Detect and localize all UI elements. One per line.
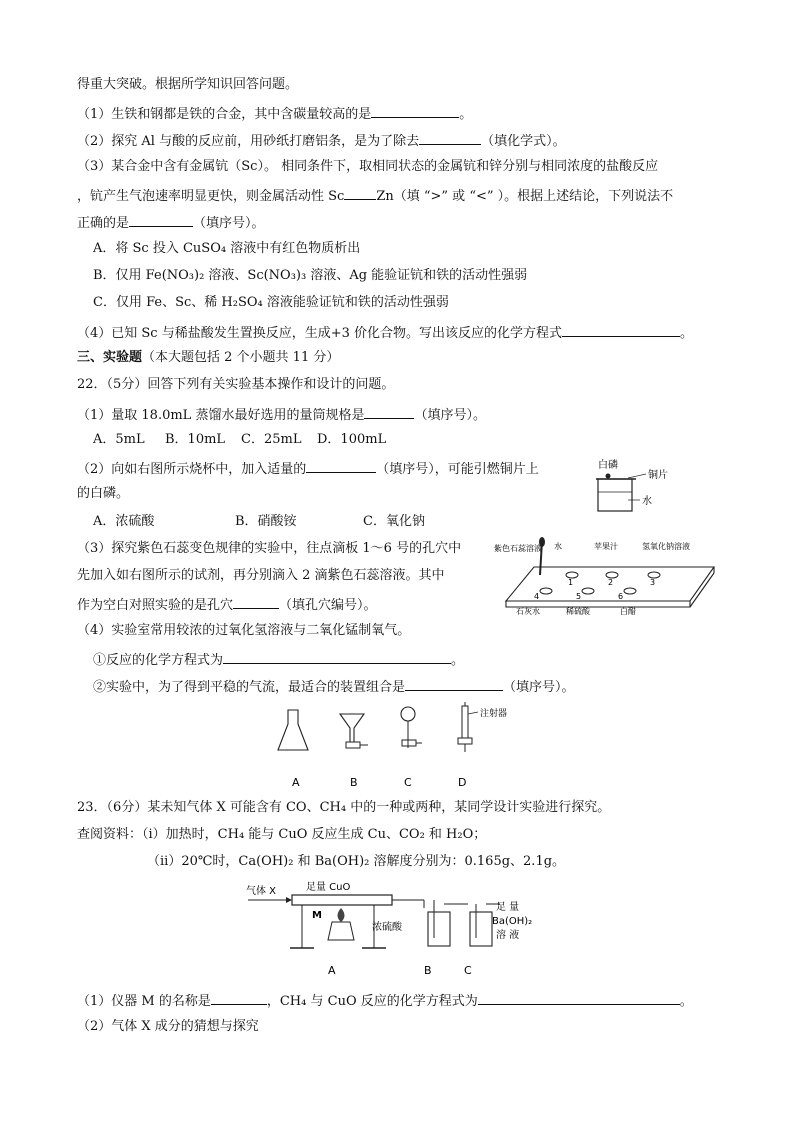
phosphorus-label: 白磷 bbox=[598, 460, 618, 471]
question-23-1: （1）仪器 M 的名称是 ，CH₄ 与 CuO 反应的化学方程式为 。 bbox=[77, 990, 693, 1011]
question-23: 23．（6分）某未知气体 X 可能含有 CO、CH₄ 中的一种或两种，某同学设计实验进行探究。 bbox=[77, 800, 611, 815]
beaker-outline bbox=[598, 479, 632, 511]
flame bbox=[338, 908, 345, 922]
bottle-b bbox=[428, 912, 450, 946]
option-label: C bbox=[404, 776, 412, 789]
hole-4 bbox=[540, 588, 552, 594]
answer-blank[interactable] bbox=[129, 212, 193, 227]
option-label: B bbox=[350, 776, 358, 789]
reagent-label: 苹果汁 bbox=[594, 542, 618, 551]
copper-pointer bbox=[628, 474, 646, 478]
question-22-1: （1）量取 18.0mL 蒸馏水最好选用的量筒规格是 （填序号）。 bbox=[77, 404, 486, 425]
question-4: （4）已知 Sc 与稀盐酸发生置换反应，生成+3 价化合物。写出该反应的化学方程式 。 bbox=[77, 322, 693, 343]
flask-a bbox=[278, 710, 308, 750]
combustion-tube bbox=[292, 895, 392, 905]
text-line: ，钪产生气泡速率明显更快，则金属活动性 Sc Zn（填 “>” 或 “<” ）。根据上述结论，下列说法不 bbox=[77, 185, 673, 206]
options-row: A．5mL B．10mL C．25mL D．100mL bbox=[93, 432, 387, 447]
apparatus-figure bbox=[270, 700, 510, 792]
base-label: 足 量 bbox=[496, 902, 520, 913]
answer-blank[interactable] bbox=[233, 594, 279, 609]
hole-5 bbox=[582, 588, 594, 594]
reagent-label: 白醋 bbox=[620, 607, 636, 616]
gas-label: 气体 X bbox=[246, 886, 277, 897]
answer-blank[interactable] bbox=[364, 404, 414, 419]
arrow-head bbox=[286, 897, 292, 903]
text-line: ①反应的化学方程式为 。 bbox=[93, 649, 464, 670]
answer-blank[interactable] bbox=[478, 990, 680, 1005]
text-line: 作为空白对照实验的是孔穴 （填孔穴编号）。 bbox=[77, 594, 377, 615]
text-line: 的白磷。 bbox=[77, 486, 130, 501]
text-line: 查阅资料：（ⅰ）加热时，CH₄ 能与 CuO 反应生成 Cu、CO₂ 和 H₂O； bbox=[77, 827, 487, 842]
answer-blank[interactable] bbox=[306, 458, 376, 473]
option-label: D bbox=[458, 776, 467, 789]
text-line: 得重大突破。根据所学知识回答问题。 bbox=[77, 77, 299, 92]
gas-experiment-diagram bbox=[228, 878, 533, 978]
reagent-label: 石灰水 bbox=[516, 607, 540, 616]
hole-number: 2 bbox=[608, 578, 614, 587]
answer-blank[interactable] bbox=[405, 676, 503, 691]
reagent-label: 水 bbox=[554, 542, 562, 551]
reagent-label: 氢氧化钠溶液 bbox=[642, 542, 690, 551]
apparatus-label: C bbox=[464, 964, 472, 977]
option-label: A bbox=[292, 776, 300, 789]
spot-plate-figure bbox=[494, 537, 718, 615]
answer-blank[interactable] bbox=[344, 185, 376, 200]
question-22-2: （2）向如右图所示烧杯中，加入适量的 （填序号），可能引燃铜片上 bbox=[77, 458, 539, 479]
question-2: （2）探究 Al 与酸的反应前，用砂纸打磨铝条，是为了除去 （填化学式）。 bbox=[77, 130, 566, 151]
question-22-4: （4）实验室常用较浓的过氧化氢溶液与二氧化锰制氧气。 bbox=[77, 623, 411, 638]
copper-label: 铜片 bbox=[648, 470, 668, 481]
hole-number: 3 bbox=[650, 578, 656, 587]
hole-number: 1 bbox=[568, 578, 574, 587]
reagent-label: 稀硫酸 bbox=[566, 607, 590, 616]
spot-plate-diagram bbox=[494, 537, 718, 615]
reagent-label: 紫色石蕊溶液 bbox=[494, 544, 542, 553]
base-label: Ba(OH)₂ bbox=[492, 916, 533, 927]
question-22-3: （3）探究紫色石蕊变色规律的实验中，往点滴板 1～6 号的孔穴中 bbox=[77, 541, 462, 556]
question-22: 22．（5分）回答下列有关实验基本操作和设计的问题。 bbox=[77, 377, 395, 392]
stopper-c bbox=[402, 740, 416, 746]
hole-number: 6 bbox=[618, 592, 624, 601]
stopper-d bbox=[458, 738, 472, 744]
beaker-diagram bbox=[588, 456, 698, 518]
gas-experiment-figure bbox=[228, 878, 533, 978]
water-label: 水 bbox=[642, 496, 652, 507]
text-line: 正确的是 （填序号）。 bbox=[77, 212, 265, 233]
apparatus-label: A bbox=[328, 964, 336, 977]
answer-blank[interactable] bbox=[223, 649, 451, 664]
apparatus-label: B bbox=[424, 964, 432, 977]
text-line: ②实验中，为了得到平稳的气流，最适合的装置组合是 （填序号）。 bbox=[93, 676, 575, 697]
text-line: 先加入如右图所示的试剂，再分别滴入 2 滴紫色石蕊溶液。其中 bbox=[77, 568, 445, 583]
question-3: （3）某合金中含有金属钪（Sc）。 相同条件下，取相同状态的金属钪和锌分别与相同浓度的盐酸反应 bbox=[77, 159, 659, 174]
hole-number: 5 bbox=[576, 592, 582, 601]
phosphorus-dot bbox=[606, 474, 611, 479]
section-heading: 三、实验题（本大题包括 2 个小题共 11 分） bbox=[77, 350, 340, 365]
syringe-pointer bbox=[468, 712, 478, 714]
syringe-d bbox=[462, 706, 468, 738]
answer-blank[interactable] bbox=[371, 103, 459, 118]
cuo-label: 足量 CuO bbox=[306, 882, 351, 893]
stopper-b bbox=[346, 742, 360, 748]
acid-label: 浓硫酸 bbox=[372, 922, 402, 933]
hole-number: 4 bbox=[534, 592, 540, 601]
syringe-label: 注射器 bbox=[480, 709, 508, 719]
answer-blank[interactable] bbox=[562, 322, 680, 337]
beaker-figure bbox=[588, 456, 698, 518]
answer-blank[interactable] bbox=[211, 990, 267, 1005]
options-row: A．浓硫酸 B．硝酸铵 C．氧化钠 bbox=[93, 514, 425, 529]
option-b: B．仅用 Fe(NO₃)₂ 溶液、Sc(NO₃)₃ 溶液、Ag 能验证钪和铁的活动性强弱 bbox=[93, 268, 528, 283]
base-label: 溶 液 bbox=[496, 930, 520, 941]
answer-blank[interactable] bbox=[419, 130, 481, 145]
alcohol-lamp bbox=[328, 922, 354, 940]
option-c: C．仅用 Fe、Sc、稀 H₂SO₄ 溶液能验证钪和铁的活动性强弱 bbox=[93, 295, 449, 310]
question-23-2: （2）气体 X 成分的猜想与探究 bbox=[77, 1019, 259, 1034]
plate-edge bbox=[690, 573, 714, 607]
apparatus-diagram bbox=[270, 700, 510, 792]
option-a: A．将 Sc 投入 CuSO₄ 溶液中有红色物质析出 bbox=[93, 241, 361, 256]
question-1: （1）生铁和钢都是铁的合金，其中含碳量较高的是 。 bbox=[77, 103, 472, 124]
text-line: （ⅱ）20℃时，Ca(OH)₂ 和 Ba(OH)₂ 溶解度分别为：0.165g、2.1g。 bbox=[147, 854, 566, 869]
hole-6 bbox=[624, 588, 636, 594]
bottle-c bbox=[470, 912, 492, 946]
funnel-b bbox=[340, 714, 364, 742]
m-label: M bbox=[312, 910, 322, 921]
funnel-c-bulb bbox=[401, 707, 415, 721]
